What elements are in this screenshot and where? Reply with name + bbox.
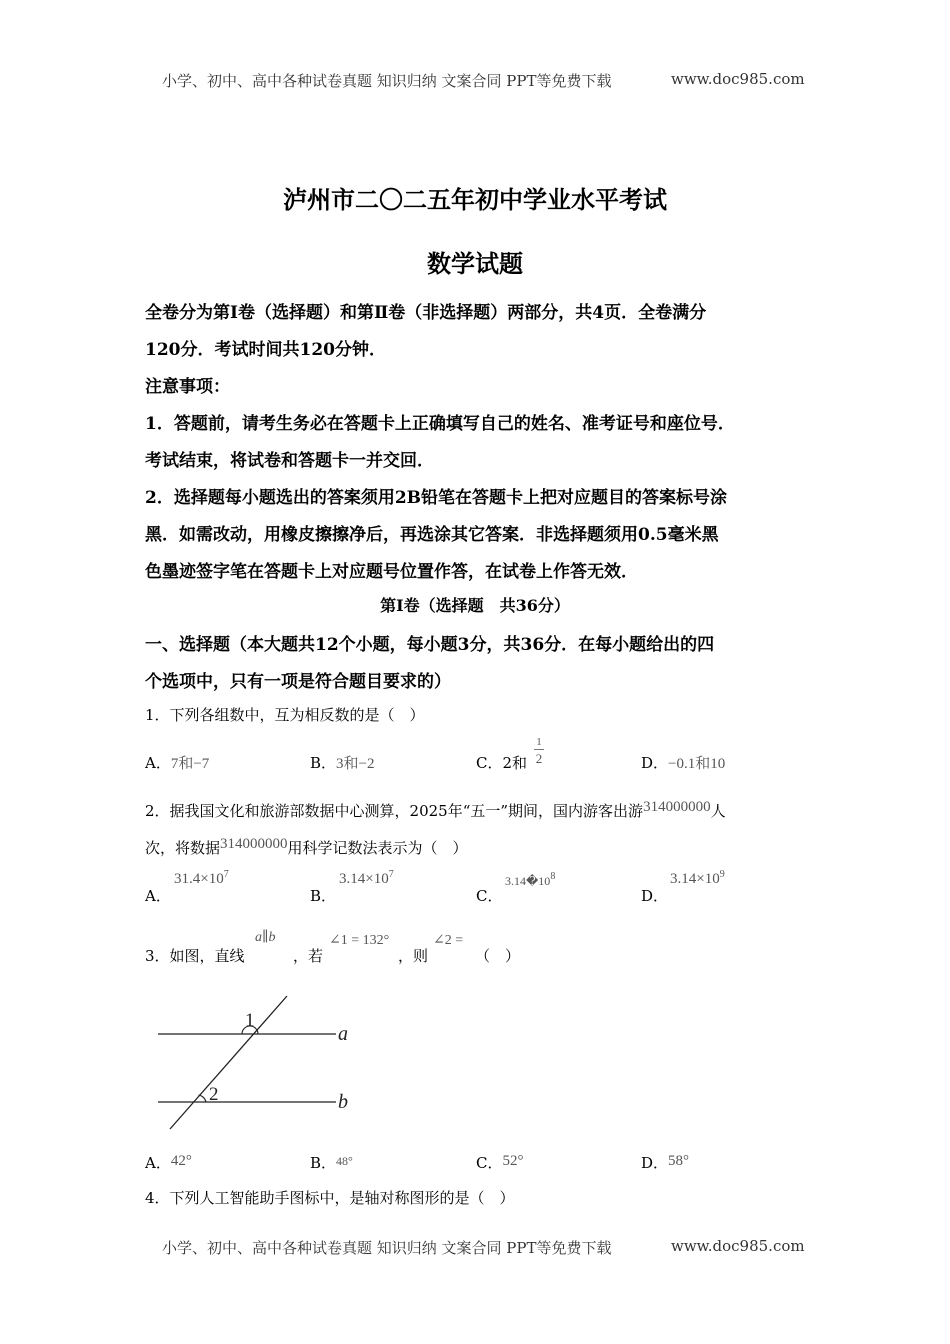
q2-option-b-math [339, 871, 394, 888]
q3-option-c [476, 1152, 523, 1173]
notice-line-1: 1．答题前，请考生务必在答题卡上正确填写自己的姓名、准考证号和座位号． [145, 414, 735, 434]
q2-number: 314000000 [220, 836, 288, 852]
notice-line-5: 色墨迹签字笔在答题卡上对应题号位置作答，在试卷上作答无效． [145, 562, 638, 582]
q3-angle1-math: ∠1 = 132° [329, 933, 390, 948]
option-math: 7和−7 [170, 756, 210, 772]
exam-subtitle: 数学试题 [427, 249, 523, 278]
q1-fraction-den: 2 [535, 751, 543, 766]
footer-ad-text: 小学、初中、高中各种试卷真题 知识归纳 文案合同 PPT等免费下载 [162, 1239, 612, 1257]
option-math: 48° [336, 1154, 353, 1168]
angle-1-label: 1 [245, 1010, 255, 1031]
part1-heading: 第Ⅰ卷（选择题 共36分） [380, 596, 570, 615]
option-math: 3和−2 [336, 756, 375, 772]
option-label: D． [641, 1154, 669, 1172]
q1-fraction-num: 1 [534, 736, 544, 750]
math-exponent: 7 [388, 869, 394, 880]
q3-option-b [310, 1152, 353, 1173]
option-text: 2和 [502, 754, 528, 772]
math-exponent: 7 [223, 869, 229, 880]
option-label: A． [145, 1154, 171, 1172]
option-label: C． [476, 1154, 503, 1172]
q3-figure [150, 990, 370, 1130]
q2-option-c-label: C． [476, 887, 503, 905]
section1-line-1: 一、选择题（本大题共12个小题，每小题3分，共36分．在每小题给出的四 [145, 635, 715, 655]
q2-number: 314000000 [643, 799, 711, 815]
option-label: D． [641, 754, 669, 772]
exam-title: 泸州市二〇二五年初中学业水平考试 [283, 185, 667, 214]
q1-stem: 1．下列各组数中，互为相反数的是（ ） [145, 706, 425, 724]
notice-line-4: 黑．如需改动，用橡皮擦擦净后，再选涂其它答案．非选择题须用0.5毫米黑 [145, 525, 719, 545]
q2-option-d-label: D． [641, 887, 669, 905]
q3-stem-3: ，则 [398, 947, 429, 965]
option-math: 58° [668, 1153, 690, 1169]
option-label: B． [310, 1154, 337, 1172]
option-label: A． [145, 754, 171, 772]
q3-parallel-math: a∥b [255, 930, 276, 945]
math-exponent: 8 [550, 871, 556, 882]
q2-text: 次，将数据 [145, 839, 221, 857]
q2-option-a-label: A． [145, 887, 171, 905]
math-base: 3.14�10 [505, 874, 551, 888]
option-label: C． [476, 754, 503, 772]
math-exponent: 9 [719, 869, 725, 880]
q2-text: 用科学记数法表示为（ ） [287, 839, 468, 857]
notice-heading: 注意事项： [145, 377, 230, 397]
line-b-label: b [338, 1091, 348, 1113]
q4-stem: 4．下列人工智能助手图标中，是轴对称图形的是（ ） [145, 1189, 515, 1207]
math-base: 31.4×10 [174, 871, 224, 887]
header-website: www.doc985.com [671, 70, 805, 88]
math-base: 3.14×10 [339, 871, 389, 887]
q1-option-d [641, 752, 725, 773]
intro-line-1: 全卷分为第Ⅰ卷（选择题）和第Ⅱ卷（非选择题）两部分，共4页．全卷满分 [145, 303, 707, 323]
q3-angle2-math: ∠2 = [433, 933, 464, 948]
intro-line-2: 120分．考试时间共120分钟． [145, 340, 386, 360]
option-math: −0.1和10 [668, 756, 726, 772]
section1-line-2: 个选项中，只有一项是符合题目要求的） [145, 672, 451, 692]
line-a-label: a [338, 1023, 348, 1045]
q3-stem-1: 3．如图，直线 [145, 947, 245, 965]
q2-option-d-math [670, 871, 725, 888]
q2-text: 人 [710, 802, 726, 820]
notice-line-2: 考试结束，将试卷和答题卡一并交回． [145, 451, 434, 471]
q1-option-c [476, 752, 527, 773]
q2-line-2 [145, 837, 468, 858]
q3-option-a [145, 1152, 192, 1173]
header-ad-text: 小学、初中、高中各种试卷真题 知识归纳 文案合同 PPT等免费下载 [162, 72, 612, 90]
footer-website: www.doc985.com [671, 1237, 805, 1255]
option-math: 52° [502, 1153, 524, 1169]
notice-line-3: 2．选择题每小题选出的答案须用2B铅笔在答题卡上把对应题目的答案标号涂 [145, 488, 728, 508]
q1-option-a [145, 752, 209, 773]
q3-option-d [641, 1152, 689, 1173]
transversal-line [170, 996, 287, 1129]
q3-stem-2: ，若 [293, 947, 324, 965]
q2-option-a-math [174, 871, 229, 888]
option-math: 42° [170, 1153, 192, 1169]
angle-2-label: 2 [209, 1084, 219, 1105]
q2-option-c-math [505, 871, 556, 889]
q2-text: 2．据我国文化和旅游部数据中心测算，2025年“五一”期间，国内游客出游 [145, 802, 644, 820]
option-label: B． [310, 754, 337, 772]
q2-option-b-label: B． [310, 887, 337, 905]
math-base: 3.14×10 [670, 871, 720, 887]
q3-stem-4: （ ） [475, 947, 521, 965]
q1-option-b [310, 752, 375, 773]
q2-line-1 [145, 800, 726, 821]
